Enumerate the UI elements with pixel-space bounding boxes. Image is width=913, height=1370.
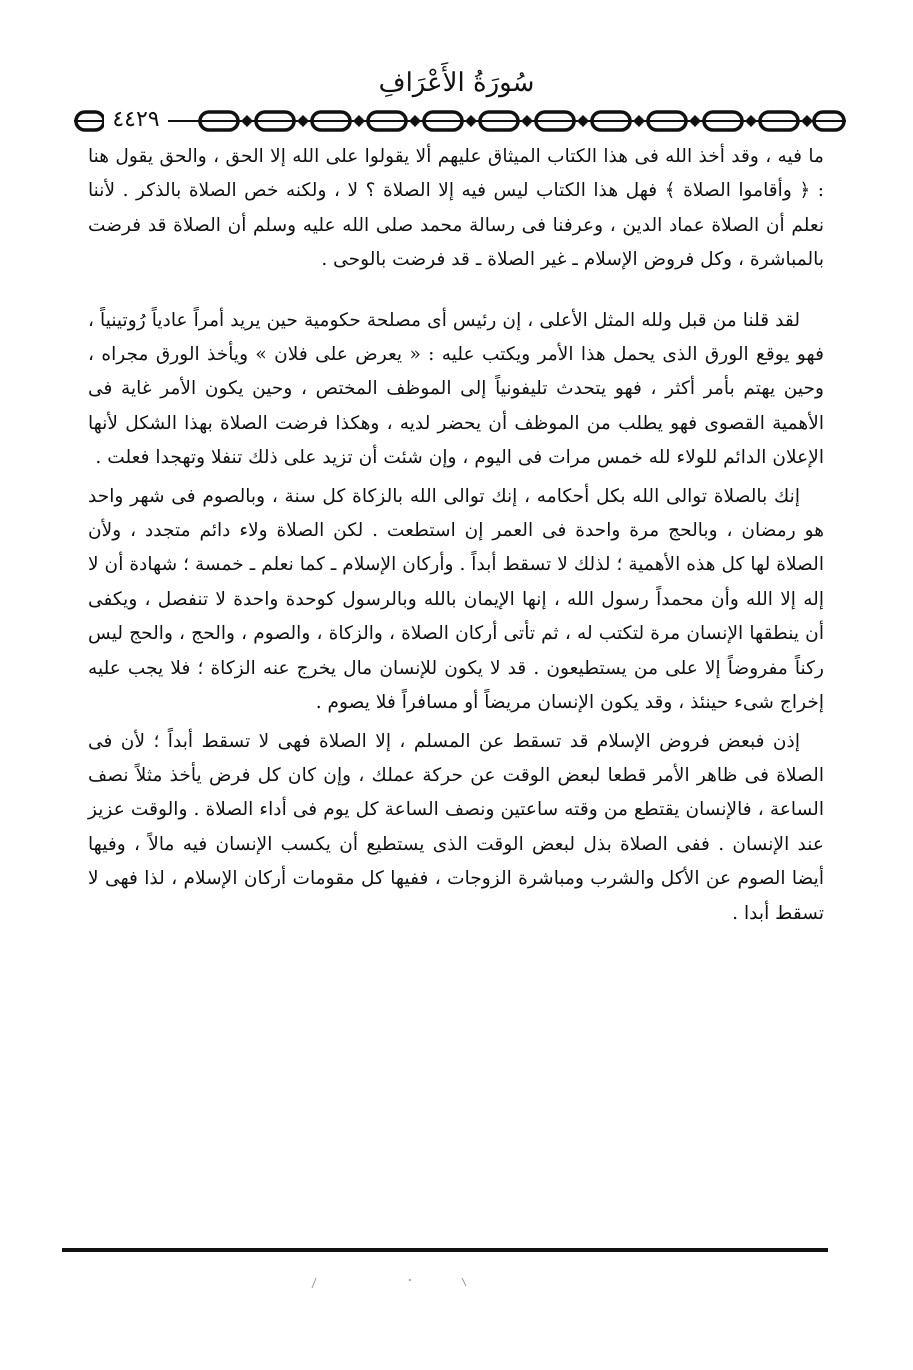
text-body bbox=[88, 140, 824, 931]
header-ornament bbox=[70, 106, 850, 136]
page-number: ٤٤٢٩ bbox=[104, 104, 168, 136]
footer-rule bbox=[62, 1248, 828, 1252]
paragraph-2: لقد قلنا من قبل ولله المثل الأعلى ، إن رئيس أى مصلحة حكومية حين يريد أمراً عادياً رُوتينياً ، فهو يوقع الورق الذى يحمل هذا الأمر ويكتب عليه : « يعرض على فلان » ويأخذ الورق مجراه ، وحين يهتم بأمر أكثر ، فهو يتحدث تليفونياً إلى الموظف المختص ، وحين يكون الأمر غاية فى الأهمية القصوى فهو يطلب من الموظف أن يحضر لديه ، وهكذا فرضت الصلاة بهذا الشكل لأنها الإعلان الدائم للولاء لله خمس مرات فى اليوم ، وإن شئت أن تزيد على ذلك تنفلا وتهجدا فعلت . bbox=[88, 309, 824, 469]
paragraph-3: إنك بالصلاة توالى الله بكل أحكامه ، إنك توالى الله بالزكاة كل سنة ، وبالصوم فى شهر واحد هو رمضان ، وبالحج مرة واحدة فى العمر إن استطعت . لكن الصلاة ولاء دائم متجدد ، ولأن الصلاة لها كل هذه الأهمية ؛ لذلك لا تسقط أبداً . وأركان الإسلام ـ كما نعلم ـ خمسة ؛ شهادة أن لا إله إلا الله وأن محمداً رسول الله ، إنها الإيمان بالله وبالرسول كوحدة واحدة لا تنفصل ، ويكفى أن ينطقها الإنسان مرة لتكتب له ، ثم تأتى أركان الصلاة ، والزكاة ، والصوم ، والحج ، والحج ليس ركناً مفروضاً إلا على من يستطيعون . قد لا يكون للإنسان مال يخرج عنه الزكاة ؛ فلا يجب عليه إخراج شىء حينئذ ، وقد يكون الإنسان مريضاً أو مسافراً فلا يصوم . bbox=[88, 485, 824, 714]
paragraph-1: ما فيه ، وقد أخذ الله فى هذا الكتاب الميثاق عليهم ألا يقولوا على الله إلا الحق ، والحق يقول هنا : ﴿ وأقاموا الصلاة ﴾ فهل هذا الكتاب ليس فيه إلا الصلاة ؟ لا ، ولكنه خص الصلاة بالذكر . لأننا نعلم أن الصلاة عماد الدين ، وعرفنا فى رسالة محمد صلى الله عليه وسلم أن الصلاة قد فرضت بالمباشرة ، وكل فروض الإسلام ـ غير الصلاة ـ قد فرضت بالوحى . bbox=[88, 146, 824, 271]
surah-title: سُورَةُ الأَعْرَافِ bbox=[378, 68, 535, 98]
paragraph-4: إذن فبعض فروض الإسلام قد تسقط عن المسلم ، إلا الصلاة فهى لا تسقط أبداً ؛ لأن فى الصلاة فى ظاهر الأمر قطعا لبعض الوقت عن حركة عملك ، وإن كان كل فرض يأخذ مثلاً نصف الساعة ، فالإنسان يقتطع من وقته ساعتين ونصف الساعة كل يوم فى أداء الصلاة . والوقت عزيز عند الإنسان . ففى الصلاة بذل لبعض الوقت الذى يستطيع أن يكسب الإنسان فيه مالاً ، وفيها أيضا الصوم عن الأكل والشرب ومباشرة الزوجات ، ففيها كل مقومات أركان الإسلام ، لذا فهى لا تسقط أبدا . bbox=[88, 730, 824, 924]
scan-specks bbox=[300, 1272, 500, 1292]
